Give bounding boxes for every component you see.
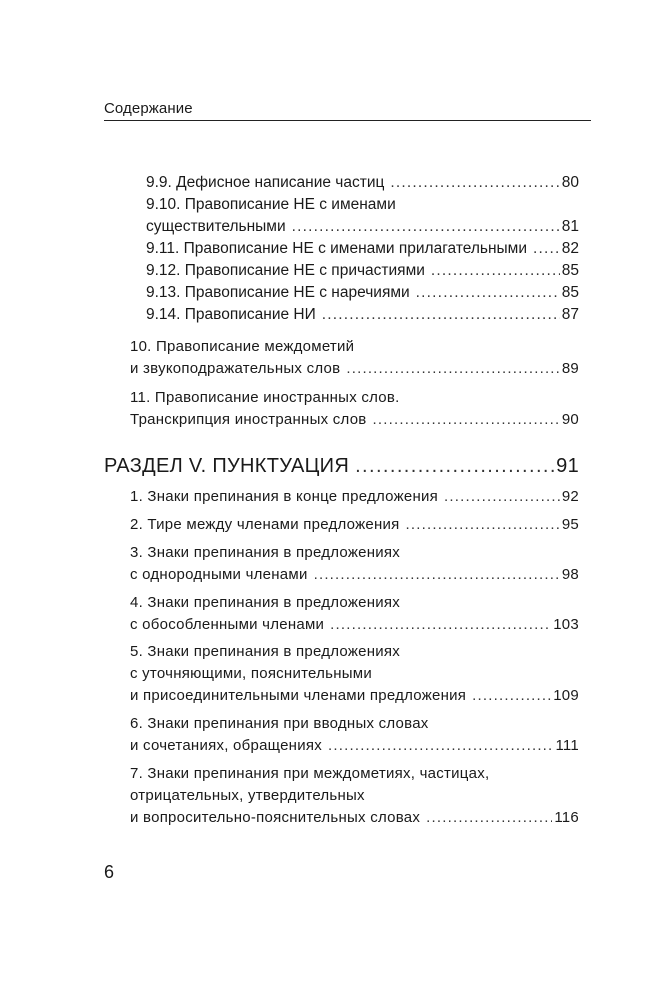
toc-entry-text: существительными — [146, 218, 286, 235]
toc-entry-text: 9.11. Правописание НЕ с именами прилагательными — [146, 240, 527, 257]
toc-entry-p6[interactable] — [130, 713, 579, 757]
toc-entry-text: 9.9. Дефисное написание частиц — [146, 174, 385, 191]
toc-page-number: 85 — [561, 262, 579, 279]
toc-entry-p2[interactable] — [130, 514, 579, 536]
toc-entry-10[interactable] — [130, 336, 579, 380]
toc-entry-text: 11. Правописание иностранных слов. — [130, 389, 400, 406]
toc-page-number: 85 — [561, 284, 579, 301]
toc-page-number: 92 — [561, 488, 579, 505]
running-title: Содержание — [104, 100, 193, 117]
dot-leader — [416, 282, 560, 304]
section-heading[interactable] — [104, 455, 579, 478]
toc-entry-text: и присоединительными членами предложения — [130, 687, 467, 704]
dot-leader — [444, 486, 560, 508]
toc-page-number: 111 — [555, 737, 579, 754]
toc-page-number: 90 — [561, 411, 579, 428]
dot-leader — [426, 807, 552, 829]
dot-leader — [390, 172, 559, 194]
toc-page-number: 81 — [561, 218, 579, 235]
section-title: РАЗДЕЛ V. ПУНКТУАЦИЯ — [104, 455, 350, 477]
toc-page-number: 109 — [553, 687, 579, 704]
toc-entry-9-10[interactable] — [146, 194, 579, 238]
toc-entry-p5[interactable] — [130, 641, 579, 707]
dot-leader — [431, 260, 560, 282]
toc-page-number: 80 — [561, 174, 579, 191]
toc-entry-p1[interactable] — [130, 486, 579, 508]
toc-entry-p4[interactable] — [130, 592, 579, 636]
toc-page-number: 87 — [561, 306, 579, 323]
toc-entry-text: 6. Знаки препинания при вводных словах — [130, 715, 429, 732]
toc-entry-text: 9.14. Правописание НИ — [146, 306, 316, 323]
toc-entry-9-13[interactable] — [146, 282, 579, 304]
toc-page-number: 116 — [554, 809, 579, 826]
toc-entry-text: 9.12. Правописание НЕ с причастиями — [146, 262, 425, 279]
dot-leader — [405, 514, 559, 536]
toc-entry-text: Транскрипция иностранных слов — [130, 411, 367, 428]
toc-entry-text: с уточняющими, пояснительными — [130, 665, 372, 682]
toc-entry-p7[interactable] — [130, 763, 579, 829]
toc-entry-text: 1. Знаки препинания в конце предложения — [130, 488, 439, 505]
toc-entry-text: 10. Правописание междометий — [130, 338, 355, 355]
dot-leader — [346, 358, 559, 380]
toc-entry-11[interactable] — [130, 387, 579, 431]
toc-entry-text: и звукоподражательных слов — [130, 360, 341, 377]
toc-entry-text: и сочетаниях, обращениях — [130, 737, 322, 754]
toc-page-number: 89 — [561, 360, 579, 377]
toc-entry-text: 9.10. Правописание НЕ с именами — [146, 196, 396, 213]
dot-leader — [322, 304, 560, 326]
dot-leader — [330, 614, 551, 636]
toc-entry-9-11[interactable] — [146, 238, 579, 260]
section-page-number: 91 — [556, 455, 579, 477]
toc-entry-text: и вопросительно-пояснительных словах — [130, 809, 421, 826]
toc-entry-9-12[interactable] — [146, 260, 579, 282]
toc-entry-text: отрицательных, утвердительных — [130, 787, 365, 804]
dot-leader — [355, 455, 554, 478]
dot-leader — [314, 564, 560, 586]
dot-leader — [292, 216, 560, 238]
toc-entry-9-14[interactable] — [146, 304, 579, 326]
header-rule — [104, 120, 591, 121]
toc-entry-text: 4. Знаки препинания в предложениях — [130, 594, 400, 611]
dot-leader — [533, 238, 560, 260]
dot-leader — [373, 409, 560, 431]
toc-entry-text: 3. Знаки препинания в предложениях — [130, 544, 400, 561]
toc-entry-text: с однородными членами — [130, 566, 308, 583]
toc-entry-text: 5. Знаки препинания в предложениях — [130, 643, 400, 660]
toc-entry-9-9[interactable] — [146, 172, 579, 194]
dot-leader — [328, 735, 553, 757]
toc-page-number: 103 — [553, 616, 579, 633]
toc-page-number: 98 — [561, 566, 579, 583]
toc-entry-text: 2. Тире между членами предложения — [130, 516, 400, 533]
toc-page-number: 82 — [561, 240, 579, 257]
toc-entry-p3[interactable] — [130, 542, 579, 586]
toc-entry-text: 9.13. Правописание НЕ с наречиями — [146, 284, 410, 301]
dot-leader — [472, 685, 551, 707]
toc-page-number: 95 — [561, 516, 579, 533]
toc-entry-text: с обособленными членами — [130, 616, 325, 633]
page-number: 6 — [104, 862, 115, 882]
toc-entry-text: 7. Знаки препинания при междометиях, частицах, — [130, 765, 490, 782]
